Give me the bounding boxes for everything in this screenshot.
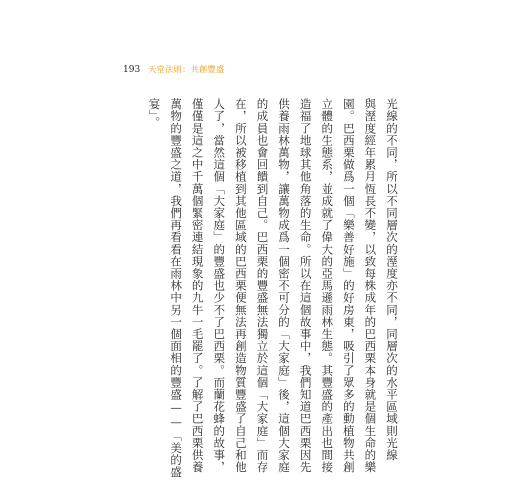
page-number: 193 (123, 65, 141, 75)
text-column: 人了，當然這個「大家庭」的豐盛也少不了巴西栗。而蘭花蜂的故事， (212, 98, 227, 474)
text-column: 萬物的豐盛之道，我們再看看在雨林中另一個面相的豐盛——「美的盛 (169, 98, 184, 479)
text-column: 宴」。 (147, 98, 162, 129)
running-title: 天堂法則：共創豐盛 (148, 65, 225, 74)
text-column: 光線的不同，所以不同層次的溼度亦不同，同層次的水平區域則光線 (385, 98, 399, 461)
text-column: 與溼度經年累月恆長不變，以致每株成年的巴西栗本身就是個生命的樂 (363, 98, 378, 474)
text-column: 立體的生態系，並成就了偉大的亞馬遜雨林生態。其豐盛的產出也間接 (320, 98, 335, 474)
text-column: 造福了地球其他角落的生命。所以在這個故事中，我們知道巴西栗因先 (298, 98, 313, 474)
text-column: 在，所以被移植到其他區域的巴西栗便無法再創造物質豐盛了自己和他 (233, 98, 248, 474)
text-column: 供養雨林萬物，讓萬物成爲一個密不可分的「大家庭」後，這個大家庭 (277, 98, 292, 474)
text-column: 僅僅是這之中千萬個緊密連結現象的九牛一毛罷了。了解了巴西栗供養 (190, 98, 205, 474)
text-column: 的成員也會回饋到自己。巴西栗的豐盛無法獨立於這個「大家庭」而存 (255, 98, 270, 474)
text-column: 園。巴西栗做爲一個「樂善好施」的好房東，吸引了眾多的動植物共創 (341, 98, 356, 474)
running-head (123, 64, 225, 75)
body-text (143, 98, 402, 479)
